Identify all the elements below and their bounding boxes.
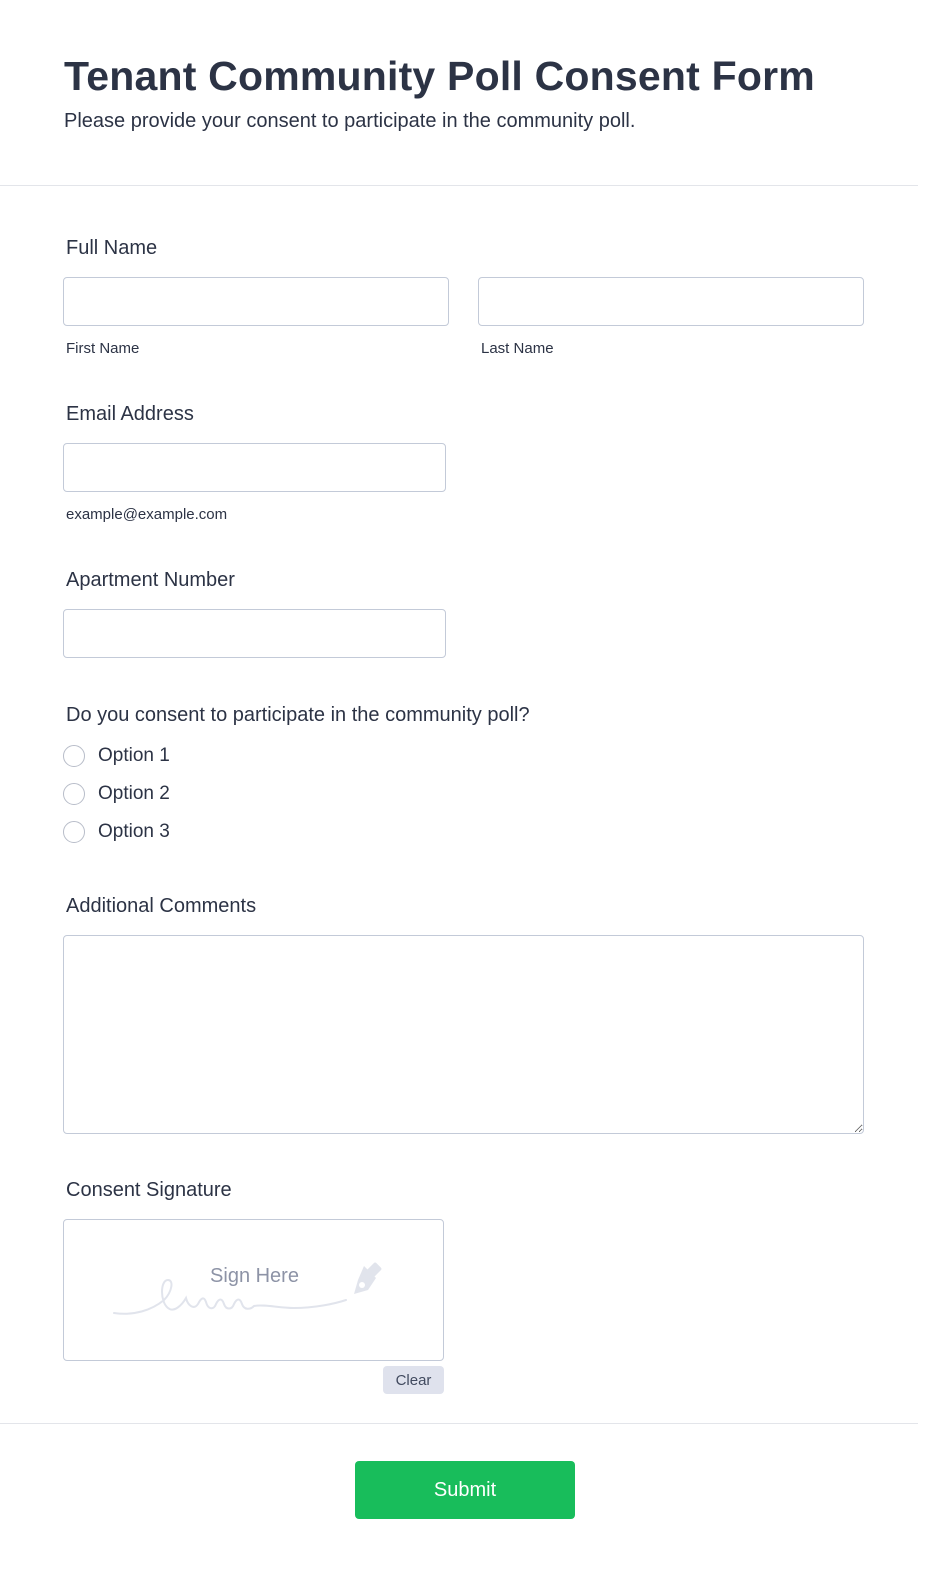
last-name-sublabel: Last Name (481, 340, 554, 357)
submit-button[interactable]: Submit (355, 1461, 575, 1519)
radio-option-3[interactable] (63, 819, 170, 845)
footer-divider (0, 1423, 918, 1424)
radio-option-1[interactable] (63, 743, 170, 769)
comments-label: Additional Comments (66, 895, 257, 917)
comments-textarea[interactable] (63, 935, 864, 1134)
email-label: Email Address (66, 403, 194, 425)
page-subtitle: Please provide your consent to participate in the community poll. (64, 110, 636, 132)
apartment-label: Apartment Number (66, 569, 235, 591)
radio-option-label: Option 1 (98, 745, 170, 766)
last-name-input[interactable] (478, 277, 864, 326)
radio-circle[interactable] (63, 821, 85, 843)
email-sublabel: example@example.com (66, 506, 228, 523)
radio-option-label: Option 2 (98, 783, 170, 804)
signature-label: Consent Signature (66, 1179, 232, 1201)
first-name-input[interactable] (63, 277, 449, 326)
page-title: Tenant Community Poll Consent Form (64, 53, 815, 99)
signature-placeholder: Sign Here (210, 1265, 299, 1287)
consent-question: Do you consent to participate in the community poll? (66, 704, 530, 726)
full-name-label: Full Name (66, 237, 158, 259)
radio-option-label: Option 3 (98, 821, 170, 842)
radio-option-2[interactable] (63, 781, 170, 807)
radio-circle[interactable] (63, 783, 85, 805)
form-header (0, 0, 918, 186)
radio-circle[interactable] (63, 745, 85, 767)
email-input[interactable] (63, 443, 446, 492)
apartment-input[interactable] (63, 609, 446, 658)
signature-pad[interactable] (63, 1219, 444, 1361)
first-name-sublabel: First Name (66, 340, 140, 357)
clear-signature-button[interactable]: Clear (383, 1366, 444, 1394)
